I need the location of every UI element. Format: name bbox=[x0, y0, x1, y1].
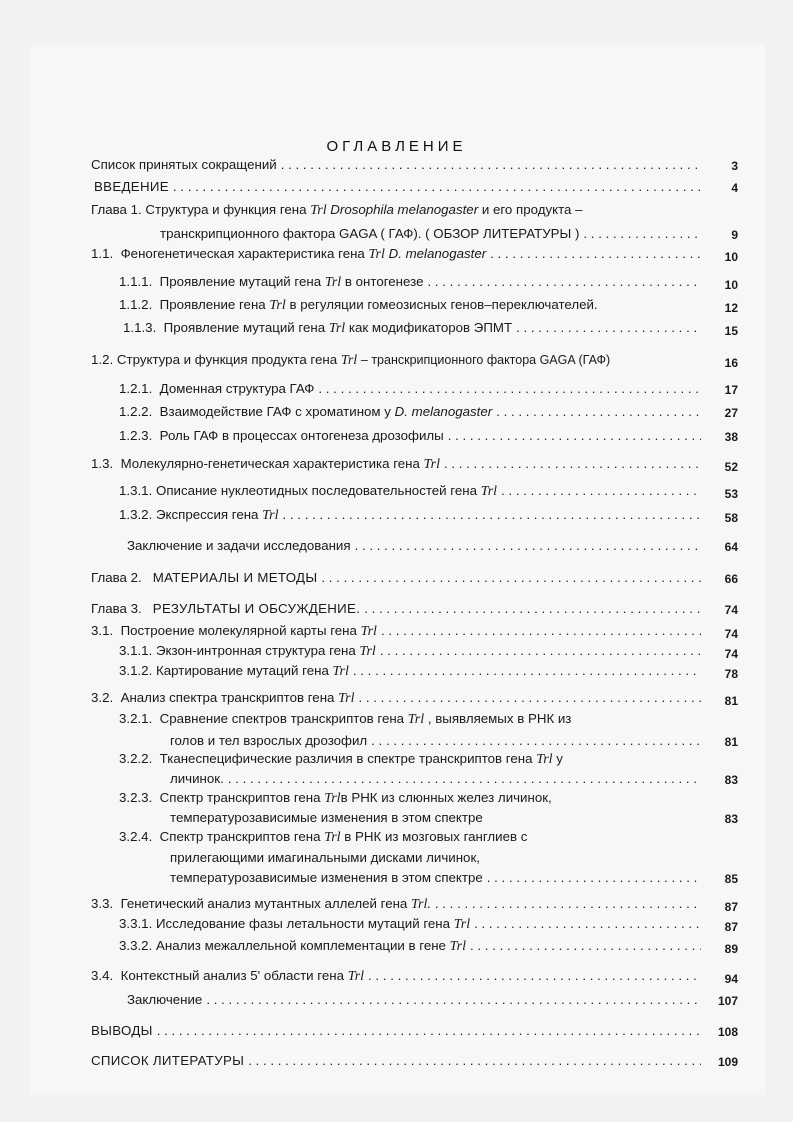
dot-leader bbox=[368, 968, 701, 983]
dot-leader bbox=[381, 623, 701, 638]
entry-text-end: – транскрипционного фактора GAGA (ГАФ) bbox=[360, 353, 611, 367]
dot-leader bbox=[359, 690, 701, 705]
section-number: 3.2.2. bbox=[119, 751, 153, 766]
section-number: 1.1. bbox=[91, 246, 114, 261]
section-number: 1.3.1. bbox=[119, 483, 153, 498]
toc-entry-chapter-1-cont[interactable] bbox=[0, 226, 740, 242]
section-number: Глава 2. bbox=[91, 570, 142, 585]
toc-entry-3-1-2[interactable] bbox=[0, 663, 740, 681]
entry-text-line1-end: в РНК из мозговых ганглиев с bbox=[344, 829, 528, 844]
toc-entry-abbreviations[interactable] bbox=[0, 157, 740, 173]
species-name: D. melanogaster bbox=[388, 246, 487, 261]
entry-text: Проявление мутаций гена bbox=[159, 274, 322, 289]
toc-entry-3-2-4-cont[interactable] bbox=[0, 850, 740, 865]
page-number: 83 bbox=[724, 812, 738, 826]
toc-entry-1-2-1[interactable] bbox=[0, 381, 740, 397]
dot-leader bbox=[487, 870, 701, 885]
dot-leader bbox=[318, 381, 701, 396]
toc-entry-findings[interactable] bbox=[0, 1023, 740, 1039]
page-number: 52 bbox=[724, 460, 738, 474]
section-number: 1.1.1. bbox=[119, 274, 153, 289]
entry-text: Феногенетическая характеристика гена bbox=[120, 246, 365, 261]
entry-text-end: как модификаторов ЭПМТ bbox=[348, 320, 513, 335]
page-number: 94 bbox=[724, 972, 738, 986]
section-number: 3.4. bbox=[91, 968, 114, 983]
toc-title: ОГЛАВЛЕНИЕ bbox=[326, 138, 467, 155]
page-number: 4 bbox=[731, 181, 738, 195]
section-number: 1.2.3. bbox=[119, 428, 153, 443]
page-number: 74 bbox=[724, 627, 738, 641]
entry-text-end: в онтогенезе bbox=[344, 274, 424, 289]
page-number: 27 bbox=[724, 406, 738, 420]
section-number: 3.3. bbox=[91, 896, 114, 911]
gene-name: Trl bbox=[340, 353, 358, 368]
dot-leader bbox=[448, 428, 701, 443]
entry-text-line1-end: у bbox=[556, 751, 563, 766]
dot-leader bbox=[583, 226, 700, 241]
page-number: 16 bbox=[724, 356, 738, 370]
toc-entry-1-3-1[interactable] bbox=[0, 483, 740, 501]
section-number: 3.1. bbox=[91, 623, 114, 638]
section-number: 1.3. bbox=[91, 456, 114, 471]
toc-entry-1-1-1[interactable] bbox=[0, 274, 740, 292]
species-name: Drosophila melanogaster bbox=[330, 202, 479, 217]
gene-name: Trl bbox=[328, 321, 346, 336]
dot-leader bbox=[501, 483, 701, 498]
toc-entry-3-2-2[interactable] bbox=[0, 751, 740, 768]
page-number: 3 bbox=[731, 159, 738, 173]
page-number: 74 bbox=[724, 647, 738, 661]
section-number: 1.1.2. bbox=[119, 297, 153, 312]
dot-leader bbox=[206, 992, 701, 1007]
toc-entry-3-1-1[interactable] bbox=[0, 643, 740, 661]
dot-leader bbox=[444, 456, 701, 471]
toc-entry-chapter-2[interactable] bbox=[0, 570, 740, 586]
gene-name: Trl bbox=[324, 830, 341, 845]
dot-leader bbox=[470, 938, 701, 953]
entry-text: ВВЕДЕНИЕ bbox=[94, 179, 169, 194]
entry-text: Экзон-интронная структура гена bbox=[155, 643, 356, 658]
entry-text: Контекстный анализ 5' области гена bbox=[120, 968, 344, 983]
section-number: 3.2.4. bbox=[119, 829, 153, 844]
dot-leader bbox=[490, 246, 701, 261]
entry-text: Описание нуклеотидных последовательностей гена bbox=[155, 483, 477, 498]
entry-text-line2: личинок. bbox=[170, 771, 224, 786]
gene-name: Trl bbox=[310, 203, 327, 218]
entry-text-line1-end: в РНК из слюнных желез личинок, bbox=[340, 790, 552, 805]
toc-entry-1-2[interactable] bbox=[0, 352, 740, 370]
entry-text: Заключение bbox=[127, 992, 203, 1007]
dot-leader bbox=[355, 538, 701, 553]
entry-text-line3: температурозависимые изменения в этом спектре bbox=[170, 870, 483, 885]
page-number: 108 bbox=[717, 1025, 738, 1039]
gene-name: Trl bbox=[324, 275, 342, 290]
page-number: 109 bbox=[717, 1055, 738, 1069]
toc-entry-introduction[interactable] bbox=[0, 179, 740, 195]
entry-text: МАТЕРИАЛЫ И МЕТОДЫ bbox=[152, 570, 318, 585]
page-number: 85 bbox=[724, 872, 738, 886]
dot-leader bbox=[173, 179, 701, 194]
section-number: 1.1.3. bbox=[123, 320, 157, 335]
section-number: 3.1.2. bbox=[119, 663, 153, 678]
gene-name: Trl bbox=[262, 508, 279, 523]
dot-leader bbox=[435, 896, 701, 911]
gene-name: Trl bbox=[407, 712, 425, 727]
page-number: 87 bbox=[724, 920, 738, 934]
toc-entry-3-2-4-cont2[interactable] bbox=[0, 870, 740, 886]
section-number: 3.2.3. bbox=[119, 790, 153, 805]
entry-text: Построение молекулярной карты гена bbox=[120, 623, 357, 638]
section-number: 3.3.1. bbox=[119, 916, 153, 931]
toc-entry-3-2-4[interactable] bbox=[0, 829, 740, 846]
dot-leader bbox=[496, 404, 701, 419]
toc-entry-3-3-1[interactable] bbox=[0, 916, 740, 934]
entry-text: Проявление мутаций гена bbox=[163, 320, 326, 335]
entry-text: Молекулярно-генетическая характеристика гена bbox=[120, 456, 420, 471]
toc-entry-3-1[interactable] bbox=[0, 623, 740, 641]
section-number: 1.2.2. bbox=[119, 404, 153, 419]
entry-text-line2: температурозависимые изменения в этом спектре bbox=[170, 810, 483, 825]
entry-text-line1: Спектр транскриптов гена bbox=[159, 829, 321, 844]
section-number: 1.3.2. bbox=[119, 507, 153, 522]
page-number: 81 bbox=[724, 735, 738, 749]
dot-leader bbox=[474, 916, 701, 931]
entry-text: Картирование мутаций гена bbox=[155, 663, 329, 678]
page-number: 38 bbox=[724, 430, 738, 444]
toc-entry-1-2-2[interactable] bbox=[0, 404, 740, 420]
toc-entry-chapter-1[interactable] bbox=[0, 202, 740, 219]
entry-text: Структура и функция продукта гена bbox=[116, 352, 338, 367]
entry-text: Анализ спектра транскриптов гена bbox=[120, 690, 335, 705]
species-name: D. melanogaster bbox=[394, 404, 493, 419]
entry-text: Доменная структура ГАФ bbox=[159, 381, 315, 396]
dot-leader bbox=[321, 570, 701, 585]
toc-entry-1-1[interactable] bbox=[0, 246, 740, 264]
toc-entry-1-1-2[interactable] bbox=[0, 297, 740, 315]
toc-entry-1-3-2[interactable] bbox=[0, 507, 740, 525]
toc-entry-3-2-3[interactable] bbox=[0, 790, 740, 807]
entry-text: СПИСОК ЛИТЕРАТУРЫ bbox=[91, 1053, 245, 1068]
page-number: 53 bbox=[724, 487, 738, 501]
page-number: 81 bbox=[724, 694, 738, 708]
toc-entry-conclusion-tasks[interactable] bbox=[0, 538, 740, 554]
entry-text-line2: прилегающими имагинальными дисками личинок, bbox=[170, 850, 480, 865]
section-number: 3.1.1. bbox=[119, 643, 153, 658]
page-number: 9 bbox=[731, 228, 738, 242]
entry-text: РЕЗУЛЬТАТЫ И ОБСУЖДЕНИЕ. bbox=[152, 601, 361, 616]
dot-leader bbox=[380, 643, 701, 658]
page-number: 15 bbox=[724, 324, 738, 338]
toc-entry-3-2-1-cont[interactable] bbox=[0, 733, 740, 749]
dot-leader bbox=[353, 663, 701, 678]
toc-entry-1-3[interactable] bbox=[0, 456, 740, 474]
section-number: Глава 3. bbox=[91, 601, 142, 616]
toc-entry-references[interactable] bbox=[0, 1053, 740, 1069]
gene-name: Trl bbox=[324, 791, 341, 806]
dot-leader bbox=[228, 771, 701, 786]
page-number: 12 bbox=[724, 301, 738, 315]
page-number: 10 bbox=[724, 278, 738, 292]
entry-text-line1-end: , выявляемых в РНК из bbox=[427, 711, 572, 726]
toc-entry-3-2-3-cont[interactable] bbox=[0, 810, 740, 826]
entry-text: Взаимодействие ГАФ с хроматином у bbox=[159, 404, 391, 419]
entry-text: Проявление гена bbox=[159, 297, 266, 312]
entry-text: Исследование фазы летальности мутаций гена bbox=[155, 916, 451, 931]
gene-name: Trl bbox=[338, 691, 355, 706]
entry-text-line1: Глава 1. Структура и функция гена bbox=[91, 202, 307, 217]
gene-name: Trl bbox=[536, 752, 553, 767]
toc-entry-3-3-2[interactable] bbox=[0, 938, 740, 956]
entry-text: Экспрессия гена bbox=[155, 507, 259, 522]
dot-leader bbox=[364, 601, 701, 616]
page-number: 74 bbox=[724, 603, 738, 617]
toc-entry-3-4[interactable] bbox=[0, 968, 740, 986]
page-number: 58 bbox=[724, 511, 738, 525]
dot-leader bbox=[516, 320, 701, 335]
gene-name: Trl bbox=[453, 917, 471, 932]
section-number: 1.2.1. bbox=[119, 381, 153, 396]
entry-text: Список принятых сокращений bbox=[91, 157, 277, 172]
entry-text-line1: Сравнение спектров транскриптов гена bbox=[159, 711, 405, 726]
entry-text-line1: Спектр транскриптов гена bbox=[159, 790, 321, 805]
gene-name: Trl bbox=[332, 664, 349, 679]
toc-entry-3-3[interactable] bbox=[0, 896, 740, 914]
section-number: 3.2.1. bbox=[119, 711, 153, 726]
entry-text-line2: транскрипционного фактора GAGA ( ГАФ). ( ОБЗОР ЛИТЕРАТУРЫ ) bbox=[160, 226, 580, 241]
toc-entry-chapter-3[interactable] bbox=[0, 601, 740, 617]
gene-name: Trl bbox=[360, 624, 377, 639]
gene-name: Trl bbox=[423, 457, 440, 472]
entry-text-line1: Тканеспецифические различия в спектре транскриптов гена bbox=[159, 751, 533, 766]
section-number: 1.2. bbox=[91, 352, 114, 367]
toc-entry-3-2[interactable] bbox=[0, 690, 740, 708]
toc-entry-3-2-2-cont[interactable] bbox=[0, 771, 740, 787]
section-number: 3.3.2. bbox=[119, 938, 153, 953]
entry-text: ВЫВОДЫ bbox=[91, 1023, 153, 1038]
page-number: 66 bbox=[724, 572, 738, 586]
entry-text: Анализ межаллельной комплементации в гене bbox=[155, 938, 446, 953]
page-number: 17 bbox=[724, 383, 738, 397]
page-number: 64 bbox=[724, 540, 738, 554]
entry-text-line1-end: и его продукта – bbox=[481, 202, 583, 217]
section-number: 3.2. bbox=[91, 690, 114, 705]
gene-name: Trl bbox=[359, 644, 376, 659]
page-number: 107 bbox=[717, 994, 738, 1008]
gene-name: Trl bbox=[449, 939, 467, 954]
gene-name: Trl bbox=[347, 969, 365, 984]
entry-text-end: в регуляции гомеозисных генов–переключателей. bbox=[289, 297, 598, 312]
entry-text: Заключение и задачи исследования bbox=[127, 538, 351, 553]
page-number: 10 bbox=[724, 250, 738, 264]
dot-leader bbox=[248, 1053, 701, 1068]
dot-leader bbox=[157, 1023, 701, 1038]
toc-entry-3-2-1[interactable] bbox=[0, 711, 740, 728]
dot-leader bbox=[371, 733, 701, 748]
toc-entry-1-2-3[interactable] bbox=[0, 428, 740, 444]
page-number: 83 bbox=[724, 773, 738, 787]
page-number: 87 bbox=[724, 900, 738, 914]
page-number: 89 bbox=[724, 942, 738, 956]
gene-name: Trl bbox=[480, 484, 498, 499]
dot-leader bbox=[427, 274, 701, 289]
dot-leader bbox=[283, 507, 701, 522]
gene-name: Trl. bbox=[411, 897, 431, 912]
gene-name: Trl bbox=[269, 298, 286, 313]
gene-name: Trl bbox=[368, 247, 385, 262]
page-number: 78 bbox=[724, 667, 738, 681]
entry-text-line2: голов и тел взрослых дрозофил bbox=[170, 733, 368, 748]
toc-entry-conclusion[interactable] bbox=[0, 992, 740, 1008]
entry-text: Роль ГАФ в процессах онтогенеза дрозофилы bbox=[159, 428, 444, 443]
toc-entry-1-1-3[interactable] bbox=[0, 320, 740, 338]
entry-text: Генетический анализ мутантных аллелей гена bbox=[120, 896, 408, 911]
dot-leader bbox=[281, 157, 701, 172]
